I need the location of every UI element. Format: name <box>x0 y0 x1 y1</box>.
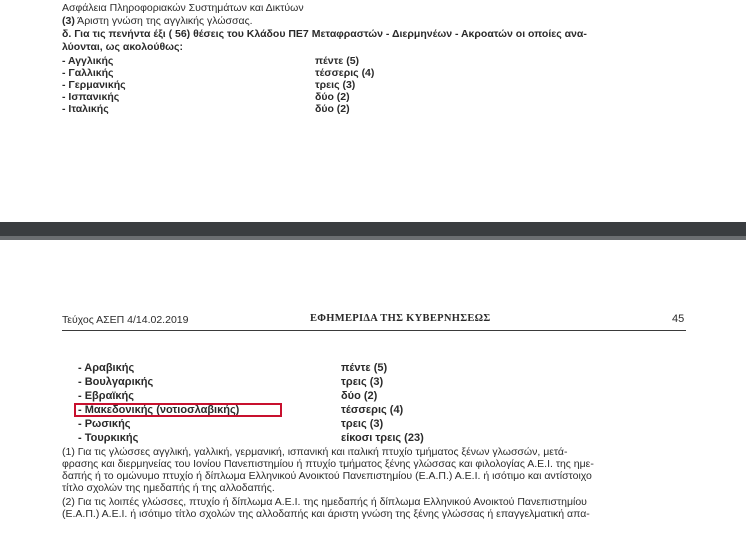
language-count: πέντε (5) <box>315 55 360 67</box>
section-heading-d: δ. Για τις πενήντα έξι ( 56) θέσεις του Κλάδου ΠΕ7 Μεταφραστών - Διερμηνέων - Ακροατών οι οποίες ανα- <box>62 28 587 40</box>
language-count: είκοσι τρεις (23) <box>341 432 424 444</box>
page-number: 45 <box>672 313 685 325</box>
language-name: - Τουρκικής <box>78 432 139 444</box>
section-heading-d-cont: λύονται, ως ακολούθως: <box>62 41 184 53</box>
page-separator <box>0 222 746 236</box>
language-name: - Ρωσικής <box>78 418 131 430</box>
paragraph-line: τίτλο σχολών της ημεδαπής ή της αλλοδαπής. <box>62 482 275 494</box>
paragraph-line: δαπής ή το ομώνυμο πτυχίο ή δίπλωμα Ελληνικού Ανοικτού Πανεπιστημίου (Ε.Α.Π.) Α.Ε.Ι. ή ισότιμο και αντίστοιχο <box>62 470 592 482</box>
language-count: δύο (2) <box>341 390 378 402</box>
top-line-2 <box>62 15 253 27</box>
language-name: - Γερμανικής <box>62 79 126 91</box>
highlight-box <box>74 403 282 417</box>
item-text: Άριστη γνώση της αγγλικής γλώσσας. <box>74 15 253 27</box>
language-count: πέντε (5) <box>341 362 388 374</box>
language-name: - Αραβικής <box>78 362 135 374</box>
language-name: - Βουλγαρικής <box>78 376 154 388</box>
paragraph-1 <box>62 446 690 494</box>
language-count: τρεις (3) <box>315 79 356 91</box>
paragraph-line: (1) Για τις γλώσσες αγγλική, γαλλική, γερμανική, ισπανική και ιταλική πτυχίο τμήματος ξένων γλωσσών, μετά- <box>62 446 568 458</box>
language-name: - Αγγλικής <box>62 55 114 67</box>
language-count: τέσσερις (4) <box>315 67 375 79</box>
language-name: - Ιταλικής <box>62 103 109 115</box>
language-count: δύο (2) <box>315 103 350 115</box>
item-number: (3) <box>62 15 75 27</box>
top-line-1: Ασφάλεια Πληροφοριακών Συστημάτων και Δικτύων <box>62 2 304 14</box>
language-count: τρεις (3) <box>341 376 384 388</box>
language-name: - Γαλλικής <box>62 67 114 79</box>
language-name: - Ισπανικής <box>62 91 120 103</box>
paragraph-line: (2) Για τις λοιπές γλώσσες, πτυχίο ή δίπλωμα Α.Ε.Ι. της ημεδαπής ή δίπλωμα Ελληνικού Ανοικτού Πανεπιστημίου <box>62 496 587 508</box>
language-count: δύο (2) <box>315 91 350 103</box>
issue-reference: Τεύχος ΑΣΕΠ 4/14.02.2019 <box>62 314 189 326</box>
language-count: τρεις (3) <box>341 418 384 430</box>
bottom-page-fragment <box>0 240 746 548</box>
gazette-title: ΕΦΗΜΕΡΙΔΑ ΤΗΣ ΚΥΒΕΡΝΗΣΕΩΣ <box>310 313 491 324</box>
paragraph-2 <box>62 496 690 520</box>
header-rule <box>62 330 686 331</box>
paragraph-line: (Ε.Α.Π.) Α.Ε.Ι. ή ισότιμο τίτλο σχολών της αλλοδαπής και άριστη γνώση της ξένης γλώσσας ή επαγγελματική απα- <box>62 508 590 520</box>
language-count: τέσσερις (4) <box>341 404 404 416</box>
paragraph-line: φρασης και διερμηνείας του Ιονίου Πανεπιστημίου ή πτυχίο τμήματος ξένης γλώσσας και φιλολογίας Α.Ε.Ι. της ημε- <box>62 458 594 470</box>
language-name-highlighted: - Μακεδονικής (νοτιοσλαβικής) <box>78 404 240 416</box>
language-name: - Εβραϊκής <box>78 390 134 402</box>
top-page-fragment <box>0 0 746 222</box>
